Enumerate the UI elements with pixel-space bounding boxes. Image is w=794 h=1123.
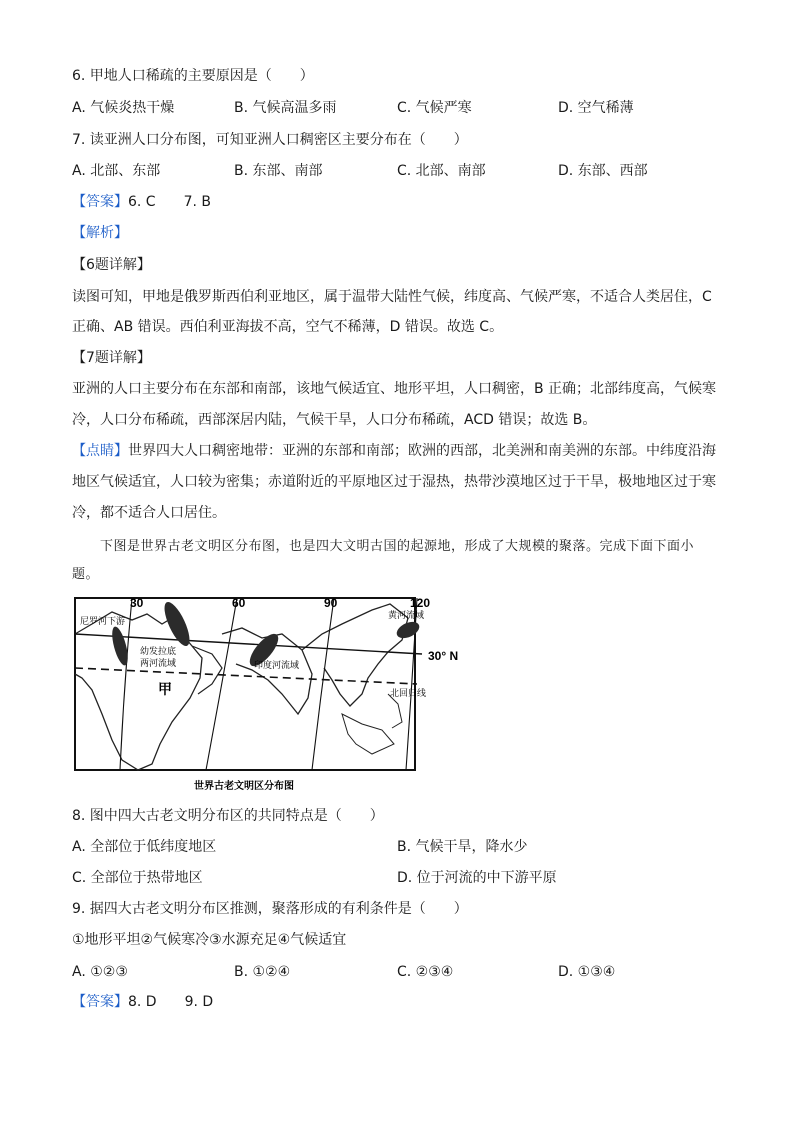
note-text-1: 世界四大人口稠密地带：亚洲的东部和南部；欧洲的西部，北美洲和南美洲的东部。中纬度沿海 [128,443,716,459]
q6-option-a: A. 气候炎热干燥 [72,100,175,116]
detail-6-line-2: 正确、AB 错误。西伯利亚海拔不高，空气不稀薄，D 错误。故选 C。 [72,319,504,335]
jia-label: 甲 [158,682,172,698]
q8-option-c: C. 全部位于热带地区 [72,870,203,886]
intro-line-1: 下图是世界古老文明区分布图，也是四大文明古国的起源地，形成了大规模的聚落。完成下面下面小 [100,539,695,554]
note-line-3: 冷，都不适合人口居住。 [72,505,226,521]
nile-label: 尼罗河下游 [80,617,126,627]
note-line-2: 地区气候适宜，人口较为密集；赤道附近的平原地区过于湿热，热带沙漠地区过于干旱，极地地区过于寒 [72,474,716,490]
detail-6-line-1: 读图可知，甲地是俄罗斯西伯利亚地区，属于温带大陆性气候，纬度高、气候严寒，不适合人类居住，C [72,289,712,305]
question-6-stem: 6. 甲地人口稀疏的主要原因是（ ） [72,68,314,84]
longitude-label-30: 30 [130,596,144,610]
analysis-tag: 【解析】 [72,225,128,241]
longitude-label-120: 120 [410,596,431,610]
latitude-label: 30° N [428,649,459,663]
q6-option-d: D. 空气稀薄 [558,100,634,116]
q8-option-d: D. 位于河流的中下游平原 [397,870,557,886]
answer-block-1 [72,192,211,212]
question-8-stem: 8. 图中四大古老文明分布区的共同特点是（ ） [72,808,384,824]
note-tag: 【点睛】 [72,443,128,459]
answer-tag: 【答案】 [72,194,128,210]
question-7-stem: 7. 读亚洲人口分布图，可知亚洲人口稠密区主要分布在（ ） [72,132,468,148]
map-frame [75,598,415,770]
answer-text: 6. C 7. B [128,194,211,210]
longitude-label-90: 90 [324,596,338,610]
map-caption: 世界古老文明区分布图 [194,781,294,792]
q7-option-d: D. 东部、西部 [558,163,648,179]
question-9-stem: 9. 据四大古老文明分布区推测，聚落形成的有利条件是（ ） [72,901,468,917]
answer-tag-2: 【答案】 [72,994,128,1010]
q7-option-b: B. 东部、南部 [234,163,323,179]
q9-option-a: A. ①②③ [72,964,128,980]
longitude-label-60: 60 [232,596,246,610]
note-line-1 [72,441,716,461]
q9-conditions: ①地形平坦②气候寒冷③水源充足④气候适宜 [72,932,347,948]
detail-7-line-2: 冷，人口分布稀疏，西部深居内陆，气候干旱，人口分布稀疏，ACD 错误；故选 B。 [72,412,597,428]
mesopotamia-label-2: 两河流域 [140,659,177,669]
mesopotamia-label-1: 幼发拉底 [140,647,177,657]
q8-option-a: A. 全部位于低纬度地区 [72,839,217,855]
detail-7-tag: 【7题详解】 [72,350,151,366]
q6-option-c: C. 气候严寒 [397,100,472,116]
q7-option-a: A. 北部、东部 [72,163,161,179]
tropic-label: 北回归线 [390,689,427,699]
q9-option-b: B. ①②④ [234,964,291,980]
answer-text-2: 8. D 9. D [128,994,214,1010]
ancient-civilizations-map [72,594,472,796]
yellow-river-label: 黄河流域 [388,611,425,621]
q6-option-b: B. 气候高温多雨 [234,100,337,116]
detail-6-tag: 【6题详解】 [72,257,151,273]
indus-label: 印度河流域 [254,661,300,671]
q9-option-c: C. ②③④ [397,964,454,980]
answer-block-2 [72,992,213,1012]
intro-line-2: 题。 [72,567,100,582]
q9-option-d: D. ①③④ [558,964,616,980]
q7-option-c: C. 北部、南部 [397,163,486,179]
detail-7-line-1: 亚洲的人口主要分布在东部和南部，该地气候适宜、地形平坦，人口稠密，B 正确；北部纬度高，气候寒 [72,381,717,397]
q8-option-b: B. 气候干旱，降水少 [397,839,528,855]
